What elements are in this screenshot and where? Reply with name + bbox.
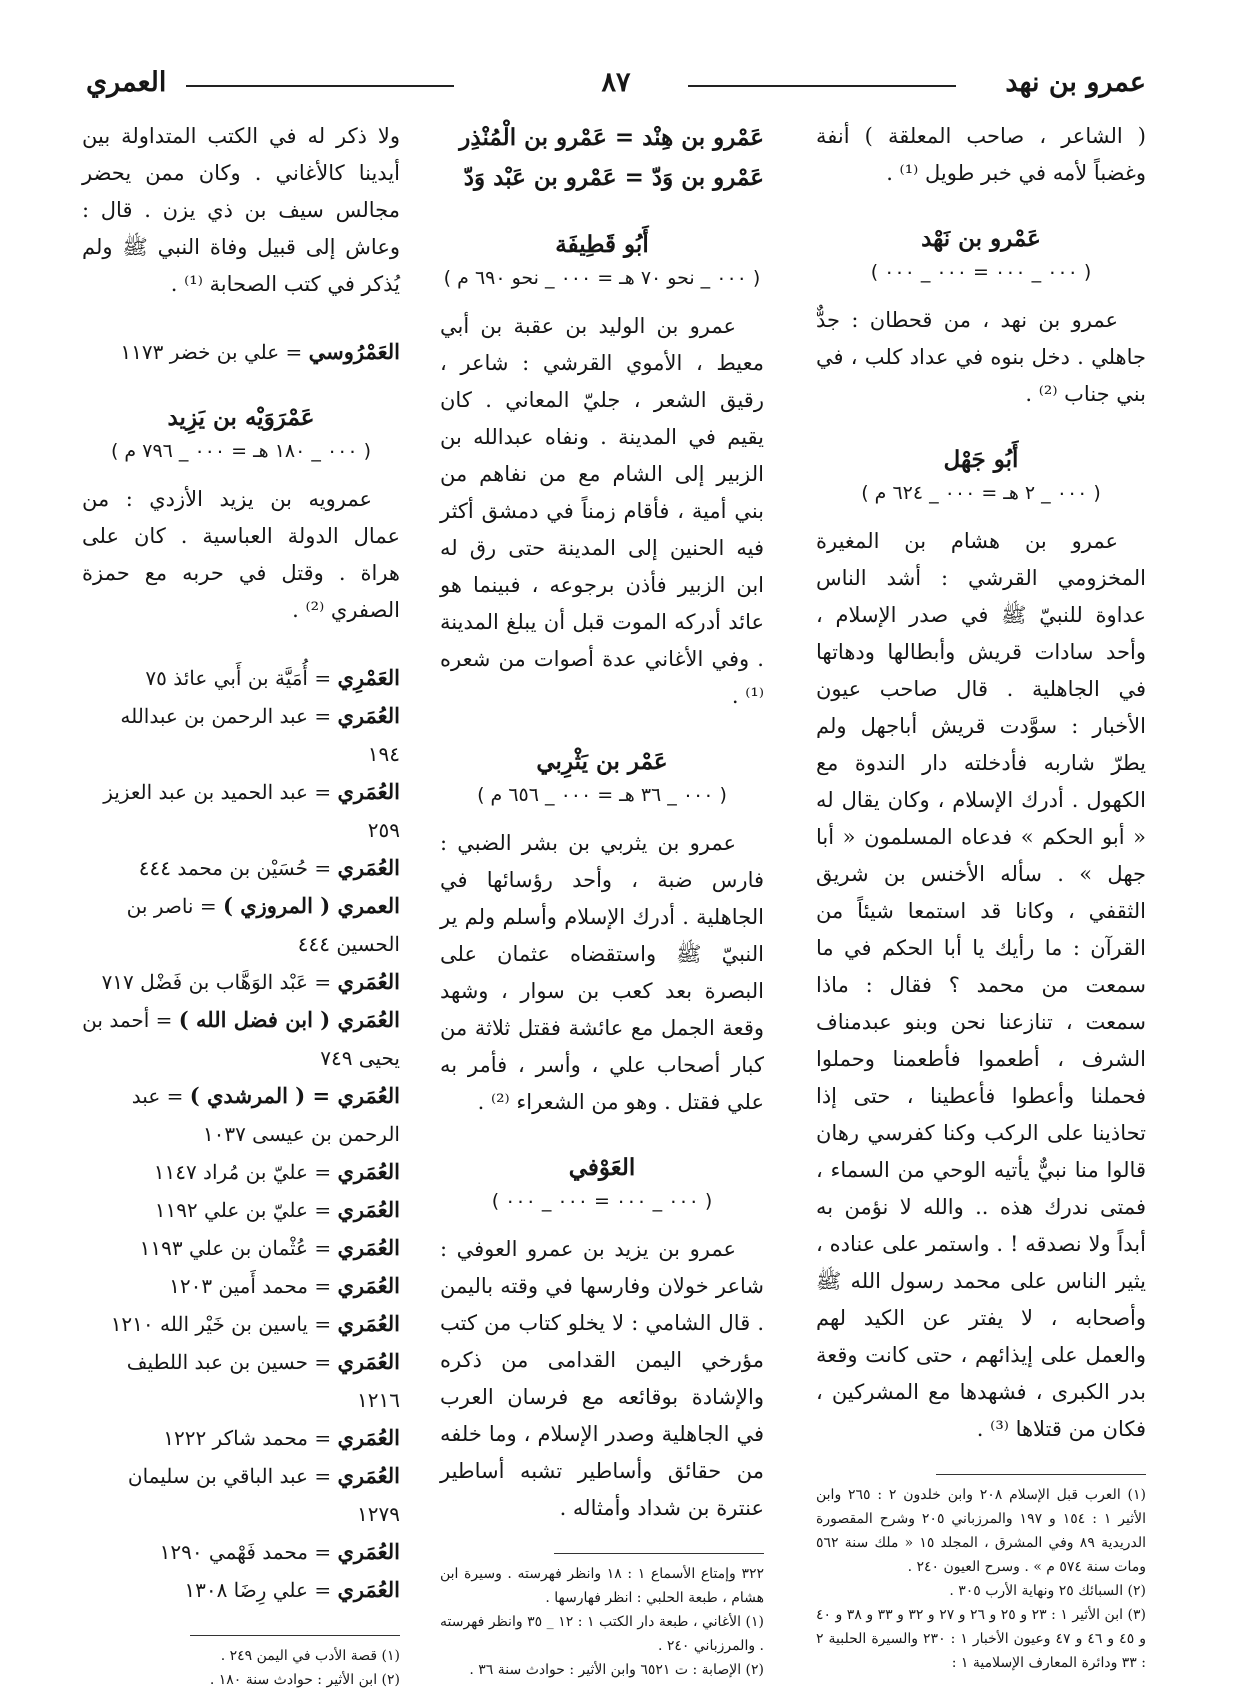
xref-key: العُمَري (337, 1273, 400, 1298)
cross-reference (82, 1077, 400, 1153)
xref-value: = أُمَيَّة بن أَبي عائذ ٧٥ (145, 666, 332, 690)
entry-body: عمرويه بن يزيد الأزدي : من عمال الدولة العباسية . كان على هراة . وقتل في حربه مع حمزة الصفري ⁽²⁾ . (82, 487, 400, 622)
footnote: (٢) ابن الأثير : حوادث سنة ١٨٠ . (209, 1672, 400, 1688)
xref-value: = أحمد بن يحيى ٧٤٩ (82, 1008, 400, 1070)
xref-value: = حُسَيْن بن محمد ٤٤٤ (138, 856, 332, 880)
cross-reference (82, 963, 400, 1001)
footnote: (١) العرب قبل الإسلام ٢٠٨ وابن خلدون ٢ : ٢٦٥ وابن الأثير ١ : ١٥٤ و ١٩٧ والمرزباني ٢٠٥ وشرح المقصورة الدريدية ٨٩ وفي المشرق ، المجلد ١٥ « ملك سنة ٥٦٢ ومات سنة ٥٧٤ م » . وسرح العيون ٢٤٠ . (816, 1487, 1147, 1575)
footnote: (١) قصة الأدب في اليمن ٢٤٩ . (220, 1648, 400, 1664)
xref-value: = ياسين بن خَيْر الله ١٢١٠ (110, 1312, 332, 1336)
cross-reference (82, 849, 400, 887)
xref-key: العُمَري (337, 1463, 400, 1488)
entry-title: عَمْرو بن نَهْد (921, 225, 1041, 252)
header-left-title: العمري (86, 67, 167, 98)
footnote-rule (190, 1635, 400, 1636)
entry-dates: ( ٠٠٠ _ ٠٠٠ = ٠٠٠ _ ٠٠٠ ) (491, 1190, 713, 1212)
xref-key: العُمَري (337, 1539, 400, 1564)
xref-value: = عَبْد الوَهَّاب بن فَضْل ٧١٧ (101, 970, 332, 994)
footnote-rule (554, 1553, 764, 1554)
entry-body: عمرو بن هشام بن المغيرة المخزومي القرشي : أشد الناس عداوة للنبيّ ﷺ في صدر الإسلام ، وأحد سادات قريش وأبطالها ودهاتها في الجاهلية . قال صاحب عيون الأخبار : سوَّدت قريش أباجهل ولم يطرّ شاربه فأدخلته دار الندوة مع الكهول . أدرك الإسلام ، وكان يقال له « أبو الحكم » فدعاه المسلمون « أبا جهل » . سأله الأخنس بن شريق الثقفي ، وكانا قد استمعا شيئاً من القرآن : ما رأيك يا أبا الحكم في ما سمعت من محمد ؟ فقال : ماذا سمعت ، تنازعنا نحن وبنو عبدمناف الشرف ، أطعموا فأطعمنا وحملوا فحملنا وأعطوا فأعطينا ، حتى إذا تحاذينا على الركب وكنا كفرسي رهان قالوا منا نبيٌّ يأتيه الوحي من السماء ، فمتى ندرك هذه .. والله لا نؤمن به أبداً ولا نصدقه ! . واستمر على عناده ، يثير الناس على محمد رسول الله ﷺ وأصحابه ، لا يفتر عن الكيد لهم والعمل على إيذائهم ، حتى كانت وقعة بدر الكبرى ، فشهدها مع المشركين ، فكان من قتلاها ⁽³⁾ . (816, 529, 1146, 1441)
footnote: (٢) السبائك ٢٥ ونهاية الأرب ٣٠٥ . (949, 1583, 1146, 1599)
header-rule-left (186, 85, 454, 87)
xref-value: = محمد فَهْمي ١٢٩٠ (159, 1540, 332, 1564)
xref-key: العُمَري (337, 1311, 400, 1336)
cross-reference (82, 1001, 400, 1077)
entry-title: عَمْر بن يَثْرِبي (536, 748, 668, 775)
entry-dates: ( ٠٠٠ _ ٢ هـ = ٠٠٠ _ ٦٢٤ م ) (861, 482, 1101, 504)
page-number: ٨٧ (601, 67, 631, 98)
xref-value: = محمد أَمين ١٢٠٣ (169, 1274, 332, 1298)
xref-key: العُمَري (337, 1425, 400, 1450)
xref-key: العُمَري ( ابن فضل الله ) (178, 1007, 400, 1032)
continued-text: ولا ذكر له في الكتب المتداولة بين أيدينا كالأغاني . وكان ممن يحضر مجالس سيف بن ذي يزن . قال : وعاش إلى قبيل وفاة النبي ﷺ ولم يُذكر في كتب الصحابة ⁽¹⁾ . (82, 124, 400, 296)
header-right-title: عمرو بن نهد (1005, 67, 1146, 98)
cross-reference (82, 333, 400, 371)
xref-key: العَمْرُوسي (308, 339, 400, 364)
cross-reference: عَمْرو بن وَدّ = عَمْرو بن عَبْد وَدّ (463, 164, 764, 191)
xref-value: = حسين بن عبد اللطيف ١٢١٦ (126, 1350, 400, 1412)
xref-key: العُمَري (337, 969, 400, 994)
entry-title: أَبُو قَطِيفَة (555, 231, 649, 258)
entry-title: أَبُو جَهْل (943, 446, 1019, 473)
xref-key: العُمَري (337, 1577, 400, 1602)
cross-reference (82, 1457, 400, 1533)
footnote: ٣٢٢ وإمتاع الأسماع ١ : ١٨ وانظر فهرسته . وسيرة ابن هشام ، طبعة الحلبي : انظر فهارسها . (440, 1566, 764, 1606)
column-right (816, 118, 1146, 1675)
xref-key: العُمَري = ( المرشدي ) (189, 1083, 400, 1108)
entry-dates: ( ٠٠٠ _ ٠٠٠ = ٠٠٠ _ ٠٠٠ ) (870, 261, 1092, 283)
continued-text: ( الشاعر ، صاحب المعلقة ) أنفة وغضباً لأمه في خبر طويل ⁽¹⁾ . (816, 124, 1146, 185)
cross-reference (82, 697, 400, 773)
xref-value: = عليّ بن مُراد ١١٤٧ (153, 1160, 332, 1184)
footnote: (٢) الإصابة : ت ٦٥٢١ وابن الأثير : حوادث سنة ٣٦ . (469, 1662, 764, 1678)
xref-key: العَمْرِي (337, 665, 400, 690)
xref-value: = علي بن خضر ١١٧٣ (120, 340, 303, 364)
xref-key: العُمَري (337, 855, 400, 880)
cross-reference-list (82, 659, 400, 1609)
xref-value: = عبد الرحمن بن عبدالله ١٩٤ (120, 704, 400, 766)
entry-body: عمرو بن يثربي بن بشر الضبي : فارس ضبة ، وأحد رؤسائها في الجاهلية . أدرك الإسلام وأسلم ولم ير النبيّ ﷺ واستقضاه عثمان على البصرة بعد كعب بن سوار ، وشهد وقعة الجمل مع عائشة فقتل ثلاثة من كبار أصحاب علي ، وأسر ، فأمر به علي فقتل . وهو من الشعراء ⁽²⁾ . (440, 831, 764, 1114)
entry-body: عمرو بن نهد ، من قحطان : جدٌّ جاهلي . دخل بنوه في عداد كلب ، في بني جناب ⁽²⁾ . (816, 308, 1146, 406)
cross-reference (82, 1229, 400, 1267)
running-header (86, 66, 1146, 100)
header-rule-right (688, 85, 956, 87)
entry-dates: ( ٠٠٠ _ ١٨٠ هـ = ٠٠٠ _ ٧٩٦ م ) (110, 440, 372, 462)
entry-dates: ( ٠٠٠ _ ٣٦ هـ = ٠٠٠ _ ٦٥٦ م ) (477, 784, 727, 806)
cross-reference (82, 1533, 400, 1571)
cross-reference (82, 659, 400, 697)
cross-reference (82, 887, 400, 963)
xref-value: = عليّ بن علي ١١٩٢ (154, 1198, 332, 1222)
cross-reference: عَمْرو بن هِنْد = عَمْرو بن الْمُنْذِر (459, 124, 764, 151)
xref-value: = عُثْمان بن علي ١١٩٣ (139, 1236, 332, 1260)
cross-reference (82, 1267, 400, 1305)
footnote: (٣) ابن الأثير ١ : ٢٣ و ٢٥ و ٢٦ و ٢٧ و ٣٢ و ٣٣ و ٣٨ و ٤٠ و ٤٥ و ٤٦ و ٤٧ وعيون الأخبار ١ : ٢٣٠ والسيرة الحلبية ٢ : ٣٣ ودائرة المعارف الإسلامية ١ : (816, 1607, 1146, 1671)
cross-reference (82, 1419, 400, 1457)
xref-value: = عبد الرحمن بن عيسى ١٠٣٧ (131, 1084, 400, 1146)
xref-key: العُمَري (337, 1349, 400, 1374)
cross-reference (82, 1191, 400, 1229)
cross-reference (82, 1153, 400, 1191)
entry-title: العَوْفي (568, 1154, 636, 1181)
column-left (82, 118, 400, 1692)
xref-key: العمري ( المروزي ) (222, 893, 400, 918)
footnote: (١) الأغاني ، طبعة دار الكتب ١ : ١٢ _ ٣٥ وانظر فهرسته . والمرزباني ٢٤٠ . (440, 1614, 764, 1654)
xref-key: العُمَري (337, 779, 400, 804)
footnote-rule (936, 1474, 1146, 1475)
cross-reference (82, 1571, 400, 1609)
entry-body: عمرو بن الوليد بن عقبة بن أبي معيط ، الأموي القرشي : شاعر ، رقيق الشعر ، جليّ المعاني . كان يقيم في المدينة . ونفاه عبدالله بن الزبير إلى الشام مع من نفاهم من بني أمية ، فأقام زمناً في دمشق أكثر فيه الحنين إلى المدينة حتى رق له ابن الزبير فأذن برجوعه ، فبينما هو عائد أدركه الموت قبل أن يبلغ المدينة . وفي الأغاني عدة أصوات من شعره ⁽¹⁾ . (440, 314, 764, 708)
xref-key: العُمَري (337, 1235, 400, 1260)
cross-reference (82, 1343, 400, 1419)
xref-value: = عبد الباقي بن سليمان ١٢٧٩ (127, 1464, 400, 1526)
entry-body: عمرو بن يزيد بن عمرو العوفي : شاعر خولان وفارسها في وقته باليمن . قال الشامي : لا يخلو كتاب من كتب مؤرخي اليمن القدامى من ذكره والإشادة بوقائعه مع فرسان العرب في الجاهلية وصدر الإسلام ، وما خلفه من حقائق وأساطير تشبه أساطير عنترة بن شداد وأمثاله . (440, 1237, 764, 1520)
xref-key: العُمَري (337, 1197, 400, 1222)
cross-reference (82, 773, 400, 849)
entry-title: عَمْرَوَيْه بن يَزِيد (167, 404, 315, 431)
xref-value: = علي رِضَا ١٣٠٨ (184, 1578, 332, 1602)
xref-value: = عبد الحميد بن عبد العزيز ٢٥٩ (103, 780, 400, 842)
xref-value: = محمد شاكر ١٢٢٢ (163, 1426, 332, 1450)
xref-value: = ناصر بن الحسين ٤٤٤ (126, 894, 400, 956)
column-middle (440, 118, 764, 1682)
xref-key: العُمَري (337, 703, 400, 728)
xref-key: العُمَري (337, 1159, 400, 1184)
cross-reference (82, 1305, 400, 1343)
entry-dates: ( ٠٠٠ _ نحو ٧٠ هـ = ٠٠٠ _ نحو ٦٩٠ م ) (443, 267, 761, 289)
